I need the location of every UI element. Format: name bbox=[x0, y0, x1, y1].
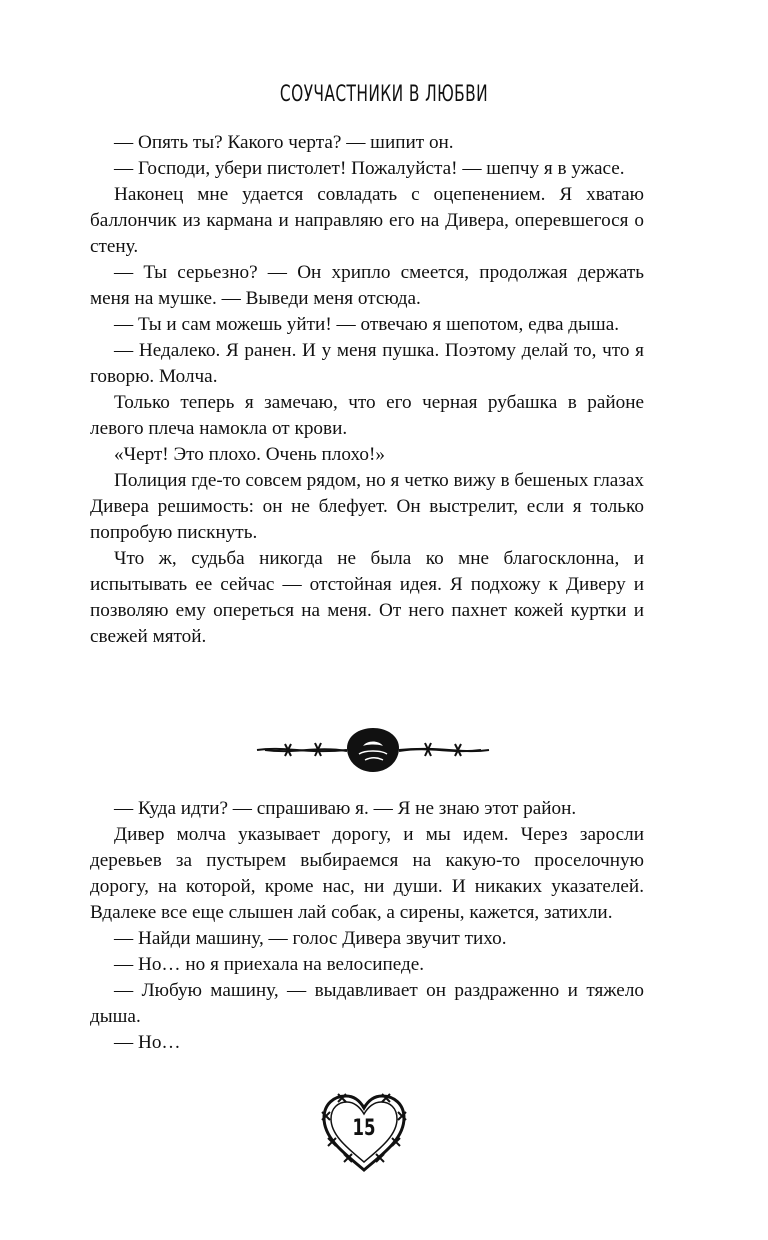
paragraph: Что ж, судьба никогда не была ко мне благосклонна, и испытывать ее сейчас — отстойная идея. Я подхожу к Диверу и позволяю ему опереться на меня. От него пахнет кожей куртки и свежей мятой. bbox=[90, 548, 644, 647]
paragraph: Дивер молча указывает дорогу, и мы идем. Через заросли деревьев за пустырем выбираемся на какую-то проселочную дорогу, на которой, кроме нас, ни души. И никаких указателей. Вдалеке все еще слышен лай собак, а сирены, кажется, затихли. bbox=[90, 824, 644, 923]
paragraph: — Ты и сам можешь уйти! — отвечаю я шепотом, едва дыша. bbox=[114, 314, 620, 335]
text-block-bottom bbox=[90, 796, 644, 1056]
paragraph: — Но… bbox=[114, 1032, 181, 1053]
paragraph: Наконец мне удается совладать с оцепенением. Я хватаю баллончик из кармана и направляю его на Дивера, оперевшегося о стену. bbox=[90, 184, 644, 257]
text-block-top bbox=[90, 130, 644, 650]
paragraph: Полиция где-то совсем рядом, но я четко вижу в бешеных глазах Дивера решимость: он не блефует. Он выстрелит, если я только попробую пискнуть. bbox=[90, 470, 644, 543]
paragraph: Только теперь я замечаю, что его черная рубашка в районе левого плеча намокла от крови. bbox=[90, 392, 644, 439]
paragraph: — Любую машину, — выдавливает он раздраженно и тяжело дыша. bbox=[90, 980, 644, 1027]
paragraph: — Опять ты? Какого черта? — шипит он. bbox=[114, 132, 454, 153]
paragraph: — Недалеко. Я ранен. И у меня пушка. Поэтому делай то, что я говорю. Молча. bbox=[90, 340, 644, 387]
paragraph: — Найди машину, — голос Дивера звучит тихо. bbox=[114, 928, 507, 949]
rose-divider-icon bbox=[255, 724, 491, 776]
paragraph: «Черт! Это плохо. Очень плохо!» bbox=[114, 444, 385, 465]
page-number: 15 bbox=[352, 1116, 376, 1141]
paragraph: — Куда идти? — спрашиваю я. — Я не знаю этот район. bbox=[114, 798, 577, 819]
running-title: СОУЧАСТНИКИ В ЛЮБВИ bbox=[279, 82, 489, 107]
paragraph: — Но… но я приехала на велосипеде. bbox=[114, 954, 425, 975]
paragraph: — Ты серьезно? — Он хрипло смеется, продолжая держать меня на мушке. — Выведи меня отсюда. bbox=[90, 262, 644, 309]
paragraph: — Господи, убери пистолет! Пожалуйста! — шепчу я в ужасе. bbox=[114, 158, 625, 179]
